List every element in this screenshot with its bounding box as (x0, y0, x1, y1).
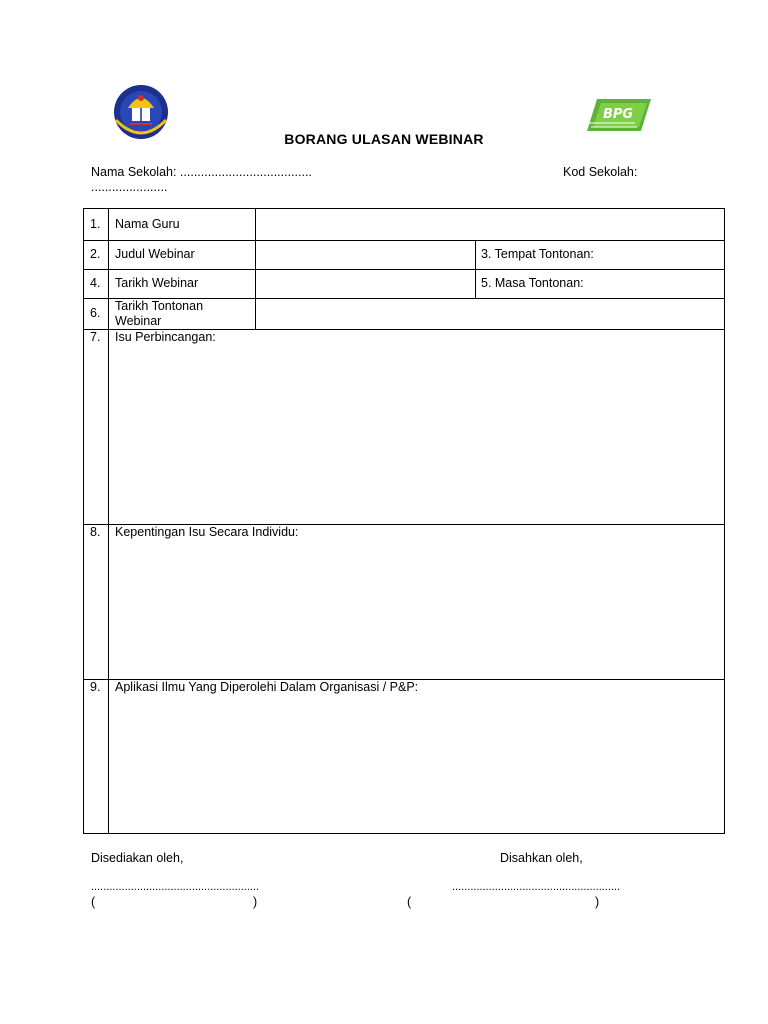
bpg-logo (585, 97, 653, 133)
row-8-number: 8. (90, 525, 101, 539)
row-1-number: 1. (90, 217, 101, 231)
verified-by-name-open-paren: ( (407, 895, 412, 909)
discussion-issues-label: Isu Perbincangan: (115, 330, 216, 344)
webinar-title-input[interactable] (256, 241, 474, 269)
webinar-date-input[interactable] (256, 270, 474, 298)
verified-by-label: Disahkan oleh, (500, 851, 583, 865)
verified-by-name-input[interactable] (416, 895, 592, 910)
teacher-name-input[interactable] (256, 209, 724, 240)
row-6-number: 6. (90, 306, 101, 320)
svg-text:BPG: BPG (602, 107, 634, 122)
discussion-issues-input[interactable] (110, 347, 722, 523)
prepared-by-name-open-paren: ( (91, 895, 96, 909)
verified-by-name-close-paren: ) (595, 895, 600, 909)
page-title: BORANG ULASAN WEBINAR (284, 131, 484, 147)
prepared-by-name-close-paren: ) (253, 895, 258, 909)
row-9-number: 9. (90, 680, 101, 694)
knowledge-application-label: Aplikasi Ilmu Yang Diperolehi Dalam Organisasi / P&P: (115, 680, 419, 694)
school-code-field[interactable]: Kod Sekolah: (563, 165, 638, 179)
row-2-number: 2. (90, 247, 101, 261)
viewing-place-field[interactable]: 3. Tempat Tontonan: (481, 247, 594, 261)
webinar-date-label: Tarikh Webinar (115, 276, 199, 290)
verified-by-signature-line[interactable]: ....................................................... (452, 881, 621, 893)
school-name-field[interactable]: Nama Sekolah: ...................................... (91, 165, 312, 179)
prepared-by-name-input[interactable] (100, 895, 250, 910)
row-7-number: 7. (90, 330, 101, 344)
individual-importance-label: Kepentingan Isu Secara Individu: (115, 525, 299, 539)
viewing-date-label-line2: Webinar (115, 314, 162, 328)
row-4-number: 4. (90, 276, 101, 290)
bpg-logo-icon (585, 97, 653, 133)
school-name-continuation: ...................... (91, 180, 168, 194)
knowledge-application-input[interactable] (110, 697, 722, 831)
teacher-name-label: Nama Guru (115, 217, 180, 231)
viewing-date-label: Tarikh Tontonan (115, 299, 204, 313)
prepared-by-label: Disediakan oleh, (91, 851, 184, 865)
individual-importance-input[interactable] (110, 542, 722, 678)
prepared-by-signature-line[interactable]: ....................................................... (91, 881, 260, 893)
webinar-title-label: Judul Webinar (115, 247, 195, 261)
viewing-date-input[interactable] (256, 299, 724, 329)
review-form-table (83, 208, 725, 834)
viewing-time-field[interactable]: 5. Masa Tontonan: (481, 276, 584, 290)
